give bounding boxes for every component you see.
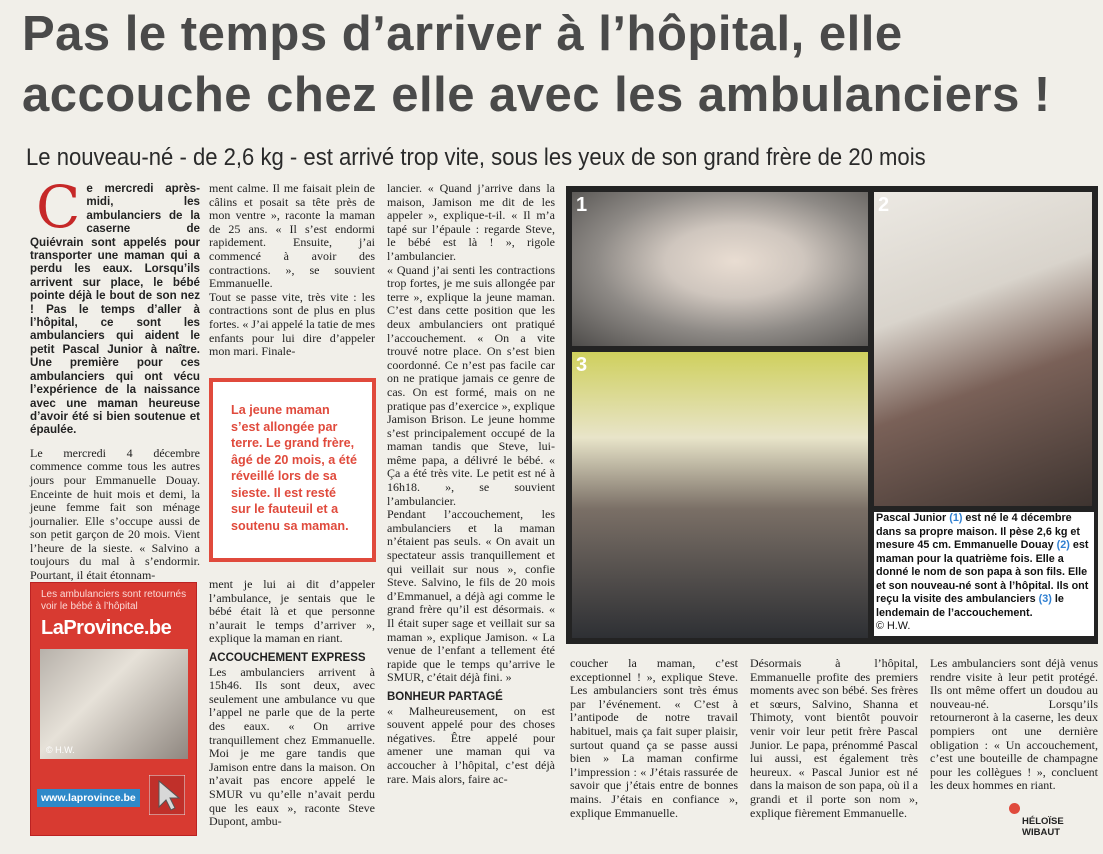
body-paragraph: Les ambulanciers arrivent à 15h46. Ils sont deux, avec seulement une ambulance vu que l’appel ne parle que de la perte des eaux. « On arrive tranquillement chez Emmanuelle. Moi je me gare tandis que Jamison entre dans la maison. On n’avait pas encore appelé le SMUR vu qu’elle n’avait perdu que les eaux », raconte Steve Dupont, ambu-: [209, 664, 375, 829]
body-paragraph: ment calme. Il me faisait plein de câlins et posait sa tête près de mon ventre », raconte la maman de 25 ans. « Il s’est endormi rapidement. Ensuite, j’ai commencé à avoir des contractions. », se souvient Emmanuelle.: [209, 181, 375, 291]
body-paragraph: ment je lui ai dit d’appeler l’ambulance, je sentais que le bébé était là et que personne n’aurait le temps d’arriver », explique la maman en riant.: [209, 577, 375, 646]
lead-paragraph: e mercredi après-midi, les ambulanciers de la caserne de Quiévrain sont appelés pour transporter une maman qui a perdu les eaux. Lorsqu’ils arrivent sur place, le bébé pointe déjà le bout de son nez ! Pas le temps d’aller à l’hôpital, ce sont les ambulanciers qui aident le petit Pascal Junior à naître. Une première pour ces ambulanciers qui ont vécu l’expérience de la naissance avec une maman heureuse d’avoir été si bien soutenue et épaulée.: [30, 182, 200, 437]
promo-url-link[interactable]: www.laprovince.be: [37, 789, 140, 807]
column-5: [750, 657, 918, 820]
promo-tagline: Les ambulanciers sont retournés voir le bébé à l’hôpital: [41, 589, 187, 612]
body-paragraph: Le mercredi 4 décembre commence comme tous les autres jours pour Emmanuelle Douay. Enceinte de huit mois et demi, la jeune femme fait son ménage journalier. Elle s’occupe aussi de son petit garçon de 20 mois. Vient l’heure de la sieste. « Salvino a toujours du mal à s’endormir. Pourtant, il était étonnam-: [30, 445, 200, 583]
photo-number: 1: [576, 194, 588, 216]
photo-mother-baby: [874, 192, 1092, 506]
drop-cap: C: [36, 173, 81, 241]
column-6: [930, 657, 1098, 793]
body-paragraph: lancier. « Quand j’arrive dans la maison, Jamison me dit de les appeler », explique-t-il. « Il m’a tapé sur l’épaule : regarde Steve, le bébé est là ! », rigole l’ambulancier.: [387, 181, 555, 263]
photo-credit: © H.W.: [46, 745, 75, 755]
promo-box[interactable]: [30, 582, 197, 836]
cursor-arrow-icon: [149, 775, 185, 815]
lead-column: [30, 173, 200, 583]
article-headline: Pas le temps d’arriver à l’hôpital, elle accouche chez elle avec les ambulanciers !: [22, 7, 1051, 122]
pull-quote-text: La jeune maman s’est allongée par terre. Le grand frère, âgé de 20 mois, a été réveillé lors de sa sieste. Il est resté sur le fauteuil et a soutenu sa maman.: [231, 403, 357, 533]
article-subheadline: Le nouveau-né - de 2,6 kg - est arrivé trop vite, sous les yeux de son grand frère de 20 mois: [26, 144, 926, 171]
body-paragraph: Pendant l’accouchement, les ambulanciers et la maman n’étaient pas seuls. « On avait un spectateur assis tranquillement et qui veillait sur nous », confie Steve. Salvino, le fils de 20 mois d’Emmanuel, a déjà agi comme le grand frère qu’il est désormais. « Il était super sage et veillait sur sa maman », explique Jamison. « La venue de l’enfant a tellement été rapide que le temps qu’arrive le SMUR, c’était déjà fini. »: [387, 507, 555, 685]
column-3: [387, 182, 555, 786]
column-4: [570, 657, 738, 820]
author-byline: HÉLOÏSE WIBAUT: [1022, 816, 1064, 838]
body-paragraph: Tout se passe vite, très vite : les contractions sont de plus en plus fortes. « J’ai appelé la tatie de mes enfants pour lui dire d’appeler mon mari. Finale-: [209, 289, 375, 359]
caption-ref: (1): [949, 512, 963, 524]
section-title: BONHEUR PARTAGÉ: [387, 690, 503, 703]
end-of-article-icon: [1009, 803, 1020, 814]
caption-text: le lendemain de l’accouchement.: [876, 593, 1064, 619]
photo-ambulance-crew: [572, 352, 868, 638]
promo-photo: [40, 649, 188, 759]
caption-text: est né le 4 décembre dans sa propre maison. Il pèse 2,6 kg et mesure 45 cm. Emmanuelle Douay: [876, 512, 1081, 551]
pull-quote-box: [209, 378, 376, 562]
body-paragraph: « Quand j’ai senti les contractions trop fortes, je me suis allongée par terre », explique la jeune maman. C’est dans cette position que les deux ambulanciers ont pratiqué l’accouchement. « On a vite trouvé notre place. On s’est bien coordonné. Ce n’est pas facile car on ne pratique jamais ce genre de cas. On est formé, mais on ne pratique pas d’exercice », explique Jamison Brison. Le jeune homme s’est principalement occupé de la maman tandis que Steve, lui-même papa, a délivré le bébé. « Ça a été très vite. Le petit est né à 16h18. », se souvient l’ambulancier.: [387, 262, 555, 508]
photo-number: 3: [576, 354, 588, 376]
body-paragraph: Désormais à l’hôpital, Emmanuelle profite des premiers moments avec son bébé. Ses frères et sœurs, Salvino, Shanna et Thimoty, vont bientôt pouvoir venir voir leur petit frère Pascal Junior. Le papa, prénommé Pascal lui aussi, est également très heureux. « Pascal Junior est né dans la maison de son papa, où il a grandi et il porte son nom », explique fièrement Emmanuelle.: [750, 656, 918, 820]
caption-text: Pascal Junior: [876, 512, 947, 524]
caption-text: est maman pour la quatrième fois. Elle a donné le nom de son papa à son fils. Elle et son nouveau-né sont à l’hôpital. Ils ont reçu la visite des ambulanciers: [876, 539, 1089, 605]
caption-ref: (2): [1056, 539, 1070, 551]
body-paragraph: « Malheureusement, on est souvent appelé pour des choses négatives. Être appelé pour amener une maman qui va accoucher à l’hôpital, c’est déjà rare. Mais alors, faire ac-: [387, 703, 555, 786]
photo-number: 2: [878, 194, 890, 216]
section-title: ACCOUCHEMENT EXPRESS: [209, 651, 366, 664]
promo-brand-logo: LaProvince.be: [41, 617, 172, 639]
column-2-top: [209, 182, 375, 359]
photo-caption: [874, 512, 1094, 636]
body-paragraph: coucher la maman, c’est exceptionnel ! », explique Steve. Les ambulanciers sont très émus par l’événement. « C’est à l’antipode de notre travail habituel, mais ça fait super plaisir, surtout quand ça se passe aussi bien » La maman confirme l’impression : « J’étais rassurée de savoir que j’étais entre de bonnes mains. J’étais en confiance », explique Emmanuelle.: [570, 656, 738, 820]
caption-ref: (3): [1038, 593, 1052, 605]
body-paragraph: Les ambulanciers sont déjà venus rendre visite à leur petit protégé. Ils ont même offert un doudou au nouveau-né. Lorsqu’ils retourneront à la caserne, les deux pompiers ont une dernière obligation : « Un accouchement, c’est une bouteille de champagne pour les collègues ! », concluent les deux hommes en riant.: [930, 656, 1098, 793]
photo-newborn: [572, 192, 868, 346]
column-2-bottom: [209, 578, 375, 829]
photo-credit: © H.W.: [876, 620, 911, 632]
